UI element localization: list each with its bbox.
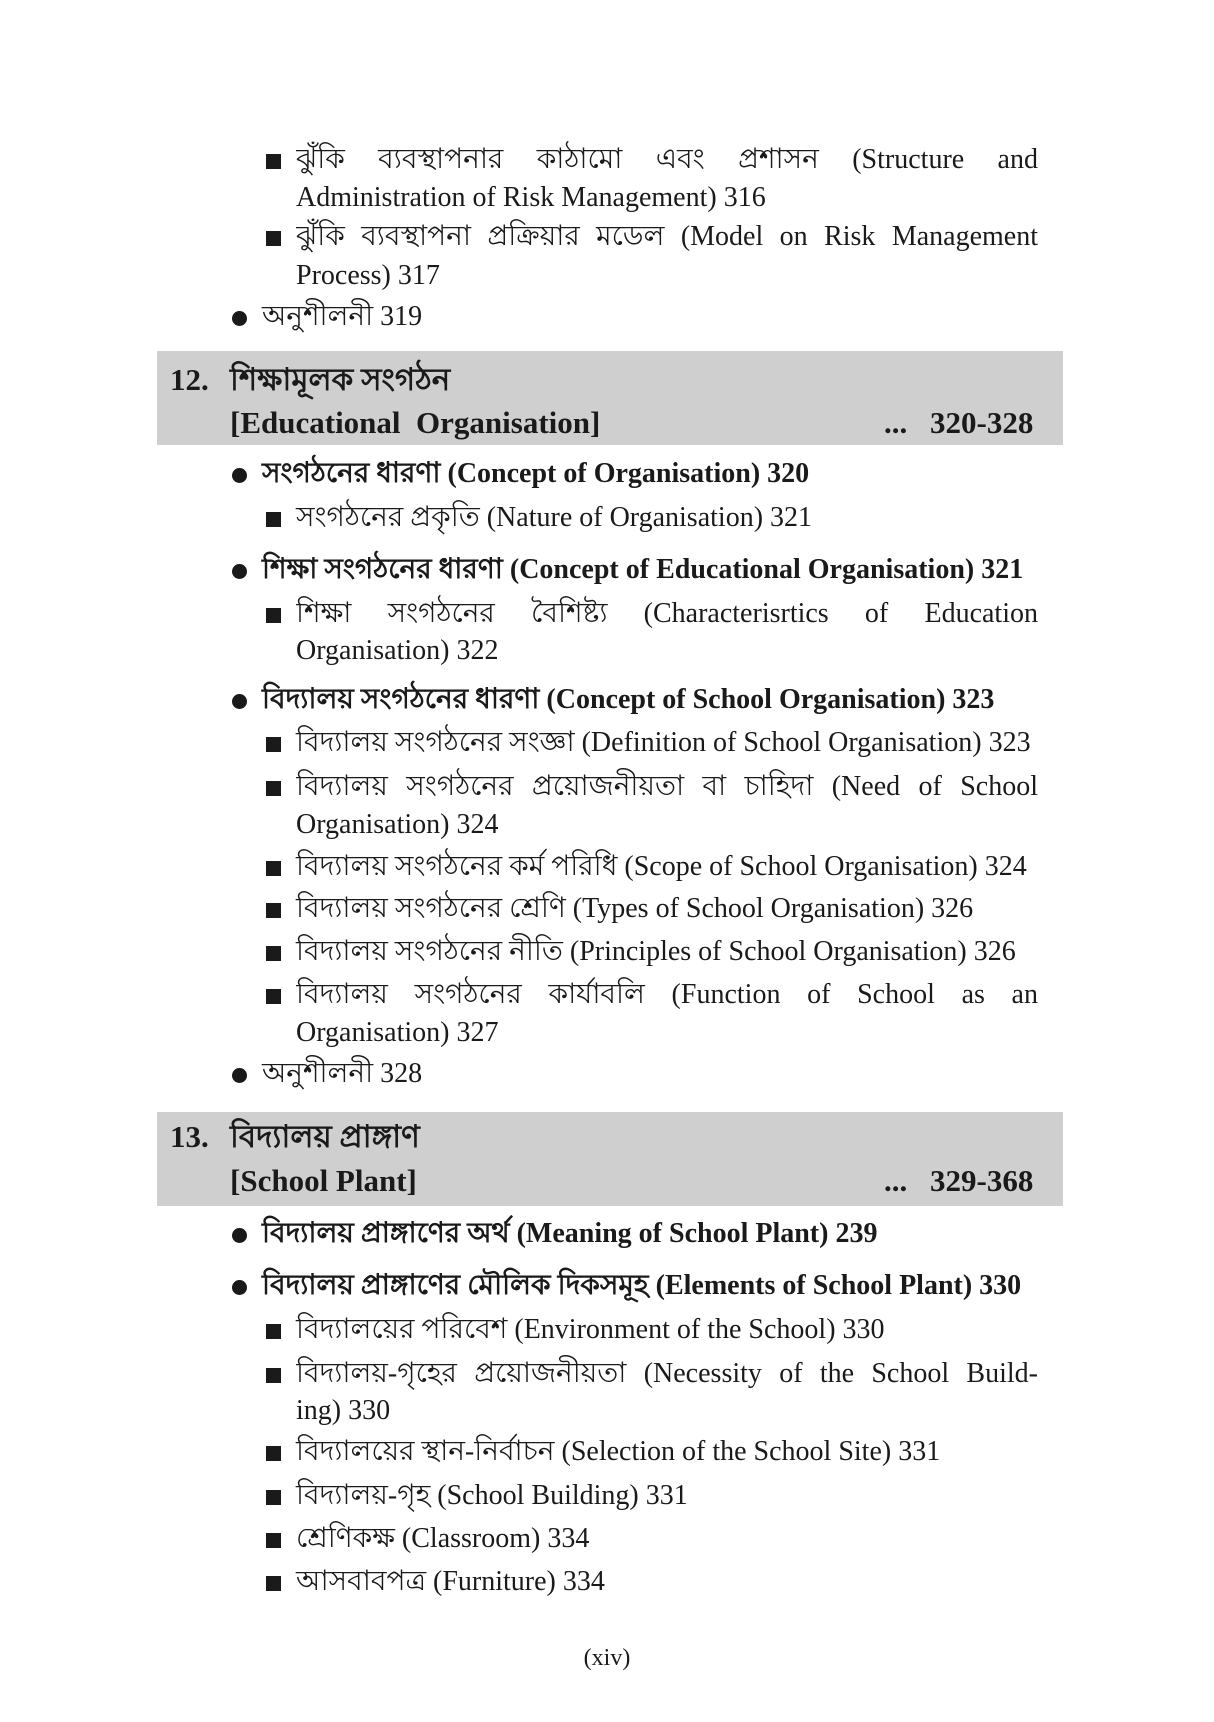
toc-entry-line: শ্রেণিকক্ষ (Classroom) 334 (296, 1523, 590, 1554)
toc-entry-line: বিদ্যালয় প্রাঙ্গাণের মৌলিক দিকসমূহ (Elements of School Plant) 330 (262, 1270, 1022, 1301)
square-bullet-icon (266, 1533, 281, 1548)
toc-entry-line: Organisation) 324 (296, 809, 499, 840)
toc-entry-line: বিদ্যালয় প্রাঙ্গাণের অর্থ (Meaning of School Plant) 239 (262, 1218, 878, 1249)
page-number: (xiv) (583, 1645, 631, 1671)
toc-entry-line: বিদ্যালয় সংগঠনের ধারণা (Concept of School Organisation) 323 (262, 684, 995, 715)
chapter-title-bengali: শিক্ষামূলক সংগঠন (230, 362, 451, 397)
toc-entry-line: বিদ্যালয়ের স্থান-নির্বাচন (Selection of the School Site) 331 (296, 1436, 941, 1467)
round-bullet-icon (232, 1068, 247, 1083)
square-bullet-icon (266, 861, 281, 876)
toc-entry-line: ing) 330 (296, 1395, 391, 1426)
square-bullet-icon (266, 989, 281, 1004)
square-bullet-icon (266, 608, 281, 623)
chapter-page-range: 329-368 (930, 1163, 1034, 1198)
square-bullet-icon (266, 737, 281, 752)
round-bullet-icon (232, 311, 247, 326)
toc-entry-line: ঝুঁকি ব্যবস্থাপনার কাঠামো এবং প্রশাসন (Structure and (296, 144, 1038, 175)
toc-entry-line: সংগঠনের প্রকৃতি (Nature of Organisation) 321 (296, 502, 813, 533)
chapter-title-bengali: বিদ্যালয় প্রাঙ্গাণ (230, 1119, 420, 1154)
square-bullet-icon (266, 1368, 281, 1383)
toc-entry-line: আসবাবপত্র (Furniture) 334 (296, 1566, 605, 1597)
toc-entry-line: বিদ্যালয় সংগঠনের সংজ্ঞা (Definition of School Organisation) 323 (296, 727, 1031, 758)
toc-entry-line: বিদ্যালয় সংগঠনের কর্ম পরিধি (Scope of School Organisation) 324 (296, 851, 1027, 882)
square-bullet-icon (266, 1490, 281, 1505)
toc-entry-line: বিদ্যালয়ের পরিবেশ (Environment of the School) 330 (296, 1314, 885, 1345)
round-bullet-icon (232, 1228, 247, 1243)
square-bullet-icon (266, 946, 281, 961)
toc-entry-line: Administration of Risk Management) 316 (296, 182, 766, 213)
square-bullet-icon (266, 1324, 281, 1339)
chapter-number: 13. (170, 1119, 209, 1154)
round-bullet-icon (232, 694, 247, 709)
toc-entry-line: বিদ্যালয় সংগঠনের প্রয়োজনীয়তা বা চাহিদা (Need of School (296, 771, 1038, 802)
round-bullet-icon (232, 564, 247, 579)
toc-entry-line: সংগঠনের ধারণা (Concept of Organisation) 320 (262, 458, 810, 489)
chapter-title-english: [Educational Organisation] (230, 405, 601, 440)
round-bullet-icon (232, 468, 247, 483)
chapter-leader-dots: ... (884, 1163, 908, 1198)
round-bullet-icon (232, 1280, 247, 1295)
square-bullet-icon (266, 512, 281, 527)
toc-entry-line: বিদ্যালয় সংগঠনের কার্যাবলি (Function of School as an (296, 979, 1038, 1010)
square-bullet-icon (266, 781, 281, 796)
chapter-page-range: 320-328 (930, 405, 1034, 440)
chapter-title-english: [School Plant] (230, 1163, 417, 1198)
toc-entry-line: অনুশীলনী 319 (262, 301, 423, 332)
square-bullet-icon (266, 1446, 281, 1461)
square-bullet-icon (266, 154, 281, 169)
toc-entry-line: অনুশীলনী 328 (262, 1058, 423, 1089)
chapter-number: 12. (170, 362, 209, 397)
square-bullet-icon (266, 1576, 281, 1591)
toc-entry-line: শিক্ষা সংগঠনের বৈশিষ্ট্য (Characterisrtics of Education (296, 598, 1038, 629)
chapter-leader-dots: ... (884, 405, 908, 440)
toc-entry-line: ঝুঁকি ব্যবস্থাপনা প্রক্রিয়ার মডেল (Model on Risk Management (296, 221, 1038, 252)
toc-entry-line: Organisation) 327 (296, 1017, 499, 1048)
toc-entry-line: Process) 317 (296, 260, 440, 291)
toc-entry-line: বিদ্যালয় সংগঠনের শ্রেণি (Types of School Organisation) 326 (296, 893, 974, 924)
toc-entry-line: বিদ্যালয় সংগঠনের নীতি (Principles of School Organisation) 326 (296, 936, 1016, 967)
toc-entry-line: বিদ্যালয়-গৃহ (School Building) 331 (296, 1480, 688, 1511)
square-bullet-icon (266, 903, 281, 918)
square-bullet-icon (266, 231, 281, 246)
toc-entry-line: শিক্ষা সংগঠনের ধারণা (Concept of Educational Organisation) 321 (262, 554, 1024, 585)
toc-entry-line: Organisation) 322 (296, 635, 499, 666)
toc-entry-line: বিদ্যালয়-গৃহের প্রয়োজনীয়তা (Necessity of the School Build- (296, 1358, 1038, 1389)
